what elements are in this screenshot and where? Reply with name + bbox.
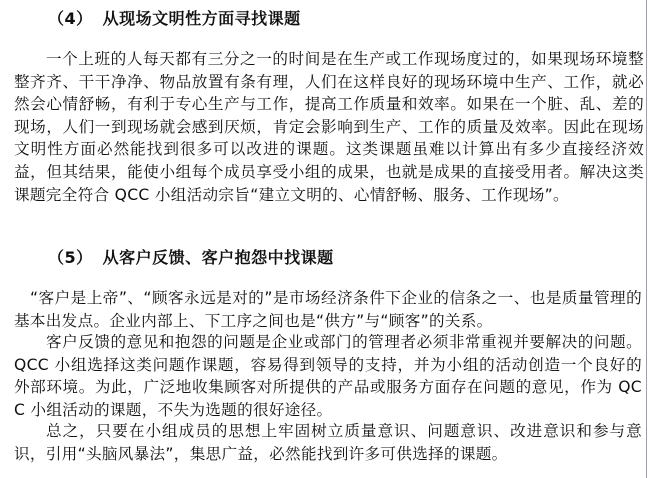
section-4-paragraph: 一个上班的人每天都有三分之一的时间是在生产或工作现场度过的，如果现场环境整整齐齐、干干净净、物品放置有条有理，人们在这样良好的现场环境中生产、工作，就必然会心情舒畅，有利于专心生产与工作，提高工作质量和效率。如果在一个脏、乱、差的现场，人们一到现场就会感到厌烦，肯定会影响到生产、工作的质量及效率。因此在现场文明性方面必然能找到很多可以改进的课题。这类课题虽难以计算出有多少直接经济效益，但其结果，能使小组每个成员享受小组的成果，也就是成果的直接受用者。解决这类课题完全符合 QCC 小组活动宗旨“建立文明的、心情舒畅、服务、工作现场”。: [14, 50, 644, 204]
section-5-title: 从客户反馈、客户抱怨中找课题: [102, 248, 334, 267]
section-5-paragraph-3: 总之，只要在小组成员的思想上牢固树立质量意识、问题意识、改进意识和参与意识，引用“头脑风暴法”，集思广益，必然能找到许多可供选择的课题。: [14, 422, 642, 463]
section-4-heading: [48, 6, 301, 29]
section-5-paragraph-2: 客户反馈的意见和抱怨的问题是企业或部门的管理者必须非常重视并要解决的问题。QCC 小组选择这类问题作课题，容易得到领导的支持，并为小组的活动创造一个良好的外部环境。为此，广泛地收集顾客对所提供的产品或服务方面存在问题的意见，作为 QCC 小组活动的课题，不失为选题的很好途径。: [14, 333, 642, 419]
section-4-title: 从现场文明性方面寻找课题: [102, 9, 301, 28]
section-5-paragraph-1: “客户是上帝”、“顾客永远是对的”是市场经济条件下企业的信条之一、也是质量管理的基本出发点。企业内部上、下工序之间也是“供方”与“顾客”的关系。: [14, 289, 642, 330]
section-5-heading: [48, 245, 334, 268]
page-edge-divider: [646, 0, 647, 478]
section-4-number: （4）: [48, 9, 93, 28]
section-5-number: （5）: [48, 248, 93, 267]
